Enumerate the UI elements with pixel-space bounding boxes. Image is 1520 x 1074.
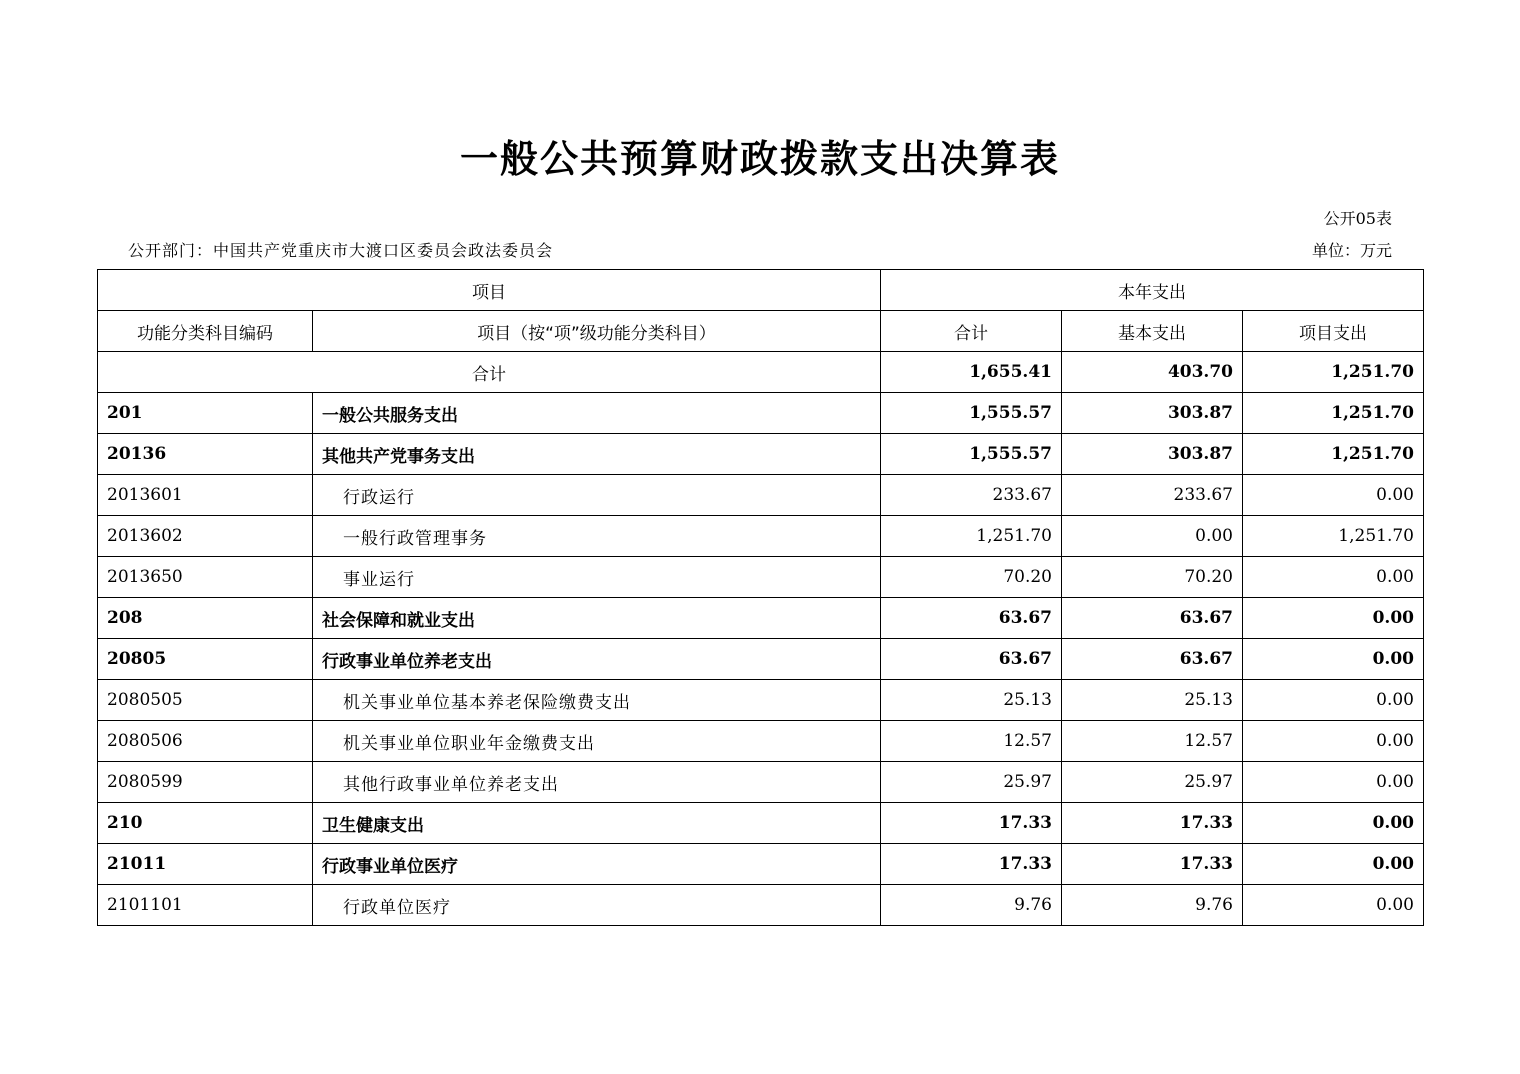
row-total: 17.33 xyxy=(881,844,1062,885)
row-code: 2013601 xyxy=(98,475,313,516)
row-project: 0.00 xyxy=(1243,598,1424,639)
expenditure-table xyxy=(97,269,1424,926)
department-label: 公开部门：中国共产党重庆市大渡口区委员会政法委员会 xyxy=(128,241,554,260)
table-row xyxy=(98,639,1424,680)
row-basic: 303.87 xyxy=(1062,393,1243,434)
row-code: 20136 xyxy=(98,434,313,475)
row-code: 2080506 xyxy=(98,721,313,762)
header-project-expense: 项目支出 xyxy=(1243,311,1424,352)
row-total: 25.13 xyxy=(881,680,1062,721)
header-basic: 基本支出 xyxy=(1062,311,1243,352)
row-name: 其他行政事业单位养老支出 xyxy=(313,762,881,803)
row-total: 63.67 xyxy=(881,639,1062,680)
row-code: 20805 xyxy=(98,639,313,680)
row-basic: 25.97 xyxy=(1062,762,1243,803)
header-total: 合计 xyxy=(881,311,1062,352)
unit-label: 单位：万元 xyxy=(1311,241,1392,260)
row-name: 行政运行 xyxy=(313,475,881,516)
row-name: 机关事业单位基本养老保险缴费支出 xyxy=(313,680,881,721)
row-name: 机关事业单位职业年金缴费支出 xyxy=(313,721,881,762)
total-total: 1,655.41 xyxy=(881,352,1062,393)
row-name: 其他共产党事务支出 xyxy=(313,434,881,475)
table-row xyxy=(98,393,1424,434)
total-label: 合计 xyxy=(98,352,881,393)
row-name: 卫生健康支出 xyxy=(313,803,881,844)
row-project: 1,251.70 xyxy=(1243,516,1424,557)
row-code: 2080599 xyxy=(98,762,313,803)
row-basic: 233.67 xyxy=(1062,475,1243,516)
row-basic: 9.76 xyxy=(1062,885,1243,926)
header-project: 项目 xyxy=(98,270,881,311)
row-basic: 303.87 xyxy=(1062,434,1243,475)
row-code: 2101101 xyxy=(98,885,313,926)
row-code: 2013602 xyxy=(98,516,313,557)
row-project: 1,251.70 xyxy=(1243,393,1424,434)
header-code: 功能分类科目编码 xyxy=(98,311,313,352)
row-total: 1,555.57 xyxy=(881,393,1062,434)
page-title: 一般公共预算财政拨款支出决算表 xyxy=(459,137,1060,181)
row-code: 201 xyxy=(98,393,313,434)
total-row xyxy=(98,352,1424,393)
table-row xyxy=(98,803,1424,844)
row-code: 208 xyxy=(98,598,313,639)
row-name: 一般行政管理事务 xyxy=(313,516,881,557)
row-project: 0.00 xyxy=(1243,885,1424,926)
table-row xyxy=(98,598,1424,639)
header-current-year: 本年支出 xyxy=(881,270,1424,311)
table-row xyxy=(98,762,1424,803)
row-basic: 70.20 xyxy=(1062,557,1243,598)
row-total: 70.20 xyxy=(881,557,1062,598)
row-basic: 0.00 xyxy=(1062,516,1243,557)
table-row xyxy=(98,475,1424,516)
row-total: 63.67 xyxy=(881,598,1062,639)
total-basic: 403.70 xyxy=(1062,352,1243,393)
row-code: 2080505 xyxy=(98,680,313,721)
row-name: 行政事业单位养老支出 xyxy=(313,639,881,680)
row-code: 2013650 xyxy=(98,557,313,598)
table-row xyxy=(98,557,1424,598)
row-basic: 63.67 xyxy=(1062,639,1243,680)
row-project: 0.00 xyxy=(1243,721,1424,762)
table-row xyxy=(98,885,1424,926)
row-code: 21011 xyxy=(98,844,313,885)
row-project: 0.00 xyxy=(1243,639,1424,680)
row-project: 1,251.70 xyxy=(1243,434,1424,475)
form-number: 公开05表 xyxy=(1323,209,1392,228)
row-code: 210 xyxy=(98,803,313,844)
row-total: 9.76 xyxy=(881,885,1062,926)
row-project: 0.00 xyxy=(1243,680,1424,721)
row-basic: 17.33 xyxy=(1062,844,1243,885)
row-total: 17.33 xyxy=(881,803,1062,844)
row-project: 0.00 xyxy=(1243,844,1424,885)
row-total: 1,251.70 xyxy=(881,516,1062,557)
row-basic: 17.33 xyxy=(1062,803,1243,844)
row-basic: 63.67 xyxy=(1062,598,1243,639)
row-basic: 25.13 xyxy=(1062,680,1243,721)
table-row xyxy=(98,680,1424,721)
row-project: 0.00 xyxy=(1243,557,1424,598)
table-row xyxy=(98,844,1424,885)
row-project: 0.00 xyxy=(1243,475,1424,516)
total-project: 1,251.70 xyxy=(1243,352,1424,393)
row-name: 行政单位医疗 xyxy=(313,885,881,926)
row-project: 0.00 xyxy=(1243,762,1424,803)
table-row xyxy=(98,434,1424,475)
row-total: 233.67 xyxy=(881,475,1062,516)
table-row xyxy=(98,721,1424,762)
row-total: 12.57 xyxy=(881,721,1062,762)
row-project: 0.00 xyxy=(1243,803,1424,844)
row-total: 1,555.57 xyxy=(881,434,1062,475)
row-name: 事业运行 xyxy=(313,557,881,598)
row-name: 社会保障和就业支出 xyxy=(313,598,881,639)
row-name: 行政事业单位医疗 xyxy=(313,844,881,885)
row-basic: 12.57 xyxy=(1062,721,1243,762)
row-name: 一般公共服务支出 xyxy=(313,393,881,434)
table-row xyxy=(98,516,1424,557)
header-item: 项目（按“项”级功能分类科目） xyxy=(313,311,881,352)
row-total: 25.97 xyxy=(881,762,1062,803)
